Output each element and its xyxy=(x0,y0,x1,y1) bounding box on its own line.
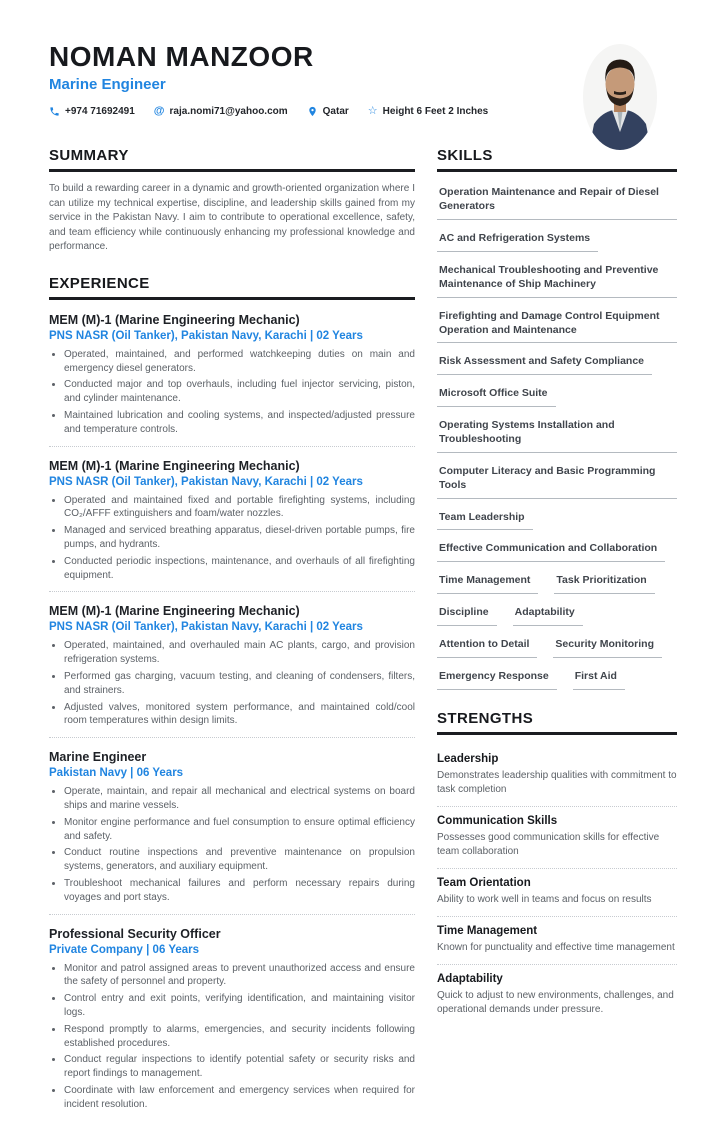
contact-email-text: raja.nomi71@yahoo.com xyxy=(169,106,288,118)
experience-heading: EXPERIENCE xyxy=(49,275,415,300)
experience-bullets xyxy=(49,494,415,583)
experience-item xyxy=(49,310,415,447)
experience-subtitle: PNS NASR (Oil Tanker), Pakistan Navy, Karachi | 02 Years xyxy=(49,329,363,342)
experience-item xyxy=(49,747,415,914)
strengths-heading: STRENGTHS xyxy=(437,710,677,735)
skill-item: Operating Systems Installation and Troubleshooting xyxy=(437,419,677,453)
skill-item: Attention to Detail xyxy=(437,638,537,658)
summary-heading: SUMMARY xyxy=(49,147,415,172)
star-icon: ☆ xyxy=(367,105,378,118)
skill-item: Microsoft Office Suite xyxy=(437,387,556,407)
experience-bullet: • Managed and serviced breathing apparatus, diesel-driven portable pumps, fire pumps, and hydrants. xyxy=(64,524,415,552)
skill-item: Time Management xyxy=(437,574,538,594)
strength-desc: Demonstrates leadership qualities with commitment to task completion xyxy=(437,769,677,795)
experience-item xyxy=(49,601,415,738)
strength-desc: Ability to work well in teams and focus on results xyxy=(437,893,652,905)
experience-bullet: • Operated and maintained fixed and portable firefighting systems, including CO₂/AFFF extinguishers and foam/water nozzles. xyxy=(64,494,415,522)
experience-bullet: • Troubleshoot mechanical failures and perform necessary repairs during voyages and port stays. xyxy=(64,877,415,905)
experience-title: MEM (M)-1 (Marine Engineering Mechanic) xyxy=(49,458,300,473)
location-pin-icon xyxy=(307,106,318,117)
experience-bullet: • Operated, maintained, and overhauled main AC plants, cargo, and provision refrigeration systems. xyxy=(64,639,415,667)
phone-icon xyxy=(49,106,60,117)
skill-item: Operation Maintenance and Repair of Diesel Generators xyxy=(437,186,677,220)
skill-item: AC and Refrigeration Systems xyxy=(437,232,598,252)
strength-desc: Known for punctuality and effective time management xyxy=(437,941,675,953)
strength-title: Team Orientation xyxy=(437,876,531,889)
experience-bullet: • Conducted major and top overhauls, including fuel injector servicing, piston, and cylinder maintenance. xyxy=(64,378,415,406)
strength-title: Communication Skills xyxy=(437,814,558,827)
experience-section xyxy=(49,275,415,1121)
skill-item: Firefighting and Damage Control Equipment Operation and Maintenance xyxy=(437,310,677,344)
contact-email xyxy=(154,106,288,117)
experience-bullet: • Control entry and exit points, verifying identification, and maintaining visitor logs. xyxy=(64,992,415,1020)
experience-bullet: • Monitor engine performance and fuel consumption to ensure optimal efficiency and safety. xyxy=(64,816,415,844)
experience-bullets xyxy=(49,785,415,904)
summary-section xyxy=(49,147,415,255)
skill-item: Task Prioritization xyxy=(554,574,654,594)
experience-subtitle: Private Company | 06 Years xyxy=(49,943,200,956)
skills-heading: SKILLS xyxy=(437,147,677,172)
skill-item: Mechanical Troubleshooting and Preventive Maintenance of Ship Machinery xyxy=(437,264,677,298)
left-column xyxy=(49,147,415,1120)
experience-subtitle: PNS NASR (Oil Tanker), Pakistan Navy, Karachi | 02 Years xyxy=(49,475,363,488)
strength-item xyxy=(437,917,677,965)
experience-bullets xyxy=(49,348,415,437)
experience-bullet: • Performed gas charging, vacuum testing, and cleaning of condensers, filters, and strainers. xyxy=(64,670,415,698)
strength-item xyxy=(437,807,677,869)
strength-item xyxy=(437,965,677,1026)
skill-item: Computer Literacy and Basic Programming Tools xyxy=(437,465,677,499)
experience-bullet: • Conducted periodic inspections, maintenance, and overhauls of all firefighting equipment. xyxy=(64,555,415,583)
contact-height-text: Height 6 Feet 2 Inches xyxy=(382,106,489,118)
experience-bullet: • Adjusted valves, monitored system performance, and maintained cold/cool room temperatures within design limits. xyxy=(64,701,415,729)
summary-text: To build a rewarding career in a dynamic and growth-oriented organization where I can utilize my technical expertise, discipline, and leadership skills gained from my service in the Pakistan Navy. I aim to contribute to operational excellence, safety, and team efficiency while continuously enhancing my professional knowledge and performance. xyxy=(49,183,415,253)
experience-bullet: • Coordinate with law enforcement and emergency services when required for incident resolution. xyxy=(64,1084,415,1112)
content-columns xyxy=(49,147,677,1120)
experience-bullets xyxy=(49,962,415,1112)
experience-bullets xyxy=(49,639,415,728)
strength-title: Time Management xyxy=(437,924,538,937)
strength-desc: Quick to adjust to new environments, challenges, and operational demands under pressure. xyxy=(437,989,674,1015)
experience-bullet: • Respond promptly to alarms, emergencies, and security incidents following established procedures. xyxy=(64,1023,415,1051)
skill-item: Emergency Response xyxy=(437,670,557,690)
skills-list xyxy=(437,186,677,689)
experience-subtitle: PNS NASR (Oil Tanker), Pakistan Navy, Karachi | 02 Years xyxy=(49,621,363,634)
contact-phone-text: +974 71692491 xyxy=(65,106,135,118)
strength-title: Adaptability xyxy=(437,972,503,985)
experience-item xyxy=(49,924,415,1121)
profile-photo xyxy=(583,44,657,150)
contact-location xyxy=(307,106,349,117)
skills-section xyxy=(437,147,677,689)
strength-item xyxy=(437,745,677,807)
experience-bullet: • Conduct routine inspections and preventive maintenance on propulsion systems, generators, and auxiliary equipment. xyxy=(64,846,415,874)
experience-title: MEM (M)-1 (Marine Engineering Mechanic) xyxy=(49,604,300,619)
contact-location-text: Qatar xyxy=(322,106,349,118)
experience-bullet: • Operated, maintained, and performed watchkeeping duties on main and emergency diesel generators. xyxy=(64,348,415,376)
skill-item: Effective Communication and Collaboration xyxy=(437,542,665,562)
contact-height xyxy=(368,106,488,117)
strengths-section xyxy=(437,710,677,1026)
skill-item: Adaptability xyxy=(513,606,583,626)
experience-bullet: • Conduct regular inspections to identify potential safety or security risks and report findings to management. xyxy=(64,1053,415,1081)
experience-bullet: • Operate, maintain, and repair all mechanical and electrical systems on board ships and marine vessels. xyxy=(64,785,415,813)
skill-item: Discipline xyxy=(437,606,497,626)
experience-title: Marine Engineer xyxy=(49,750,147,765)
experience-item xyxy=(49,456,415,593)
experience-bullet: • Maintained lubrication and cooling systems, and inspected/adjusted pressure and temperature controls. xyxy=(64,409,415,437)
at-sign-icon: @ xyxy=(153,105,165,118)
skill-item: Team Leadership xyxy=(437,511,533,531)
strength-item xyxy=(437,869,677,917)
skill-item: Security Monitoring xyxy=(553,638,662,658)
right-column xyxy=(437,147,677,1120)
experience-bullet: • Monitor and patrol assigned areas to prevent unauthorized access and ensure the safety of personnel and property. xyxy=(64,962,415,990)
experience-title: Professional Security Officer xyxy=(49,926,221,941)
skill-item: First Aid xyxy=(573,670,625,690)
contact-phone xyxy=(49,106,135,117)
strength-desc: Possesses good communication skills for effective team collaboration xyxy=(437,831,660,857)
experience-title: MEM (M)-1 (Marine Engineering Mechanic) xyxy=(49,312,300,327)
page-title: NOMAN MANZOOR xyxy=(49,41,314,72)
skill-item: Risk Assessment and Safety Compliance xyxy=(437,355,652,375)
job-title: Marine Engineer xyxy=(49,76,166,94)
experience-subtitle: Pakistan Navy | 06 Years xyxy=(49,767,184,780)
strength-title: Leadership xyxy=(437,752,499,765)
